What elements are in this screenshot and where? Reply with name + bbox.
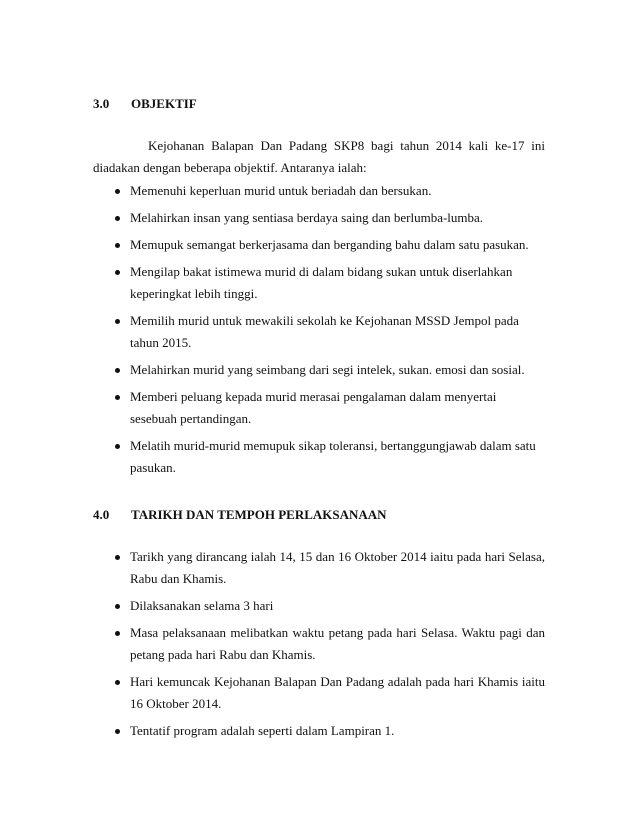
section-3-number: 3.0 [93, 96, 110, 111]
list-item: Melahirkan insan yang sentiasa berdaya saing dan berlumba-lumba. [0, 207, 638, 229]
bullet-icon [115, 319, 120, 324]
list-item: Memilih murid untuk mewakili sekolah ke Kejohanan MSSD Jempol pada tahun 2015. [0, 310, 638, 354]
section-4-title: TARIKH DAN TEMPOH PERLAKSANAAN [131, 507, 387, 522]
section-4-schedule-list [0, 546, 638, 747]
section-3-title: OBJEKTIF [131, 96, 197, 111]
list-item: Tentatif program adalah seperti dalam Lampiran 1. [0, 720, 638, 742]
bullet-icon [115, 368, 120, 373]
list-item: Dilaksanakan selama 3 hari [0, 595, 638, 617]
section-4-number: 4.0 [93, 507, 110, 522]
list-item: Melatih murid-murid memupuk sikap toleransi, bertanggungjawab dalam satu pasukan. [0, 435, 638, 479]
bullet-icon [115, 604, 120, 609]
bullet-icon [115, 395, 120, 400]
bullet-icon [115, 729, 120, 734]
bullet-icon [115, 444, 120, 449]
bullet-icon [115, 270, 120, 275]
list-item: Memberi peluang kepada murid merasai pengalaman dalam menyertai sesebuah pertandingan. [0, 386, 638, 430]
list-item: Tarikh yang dirancang ialah 14, 15 dan 16 Oktober 2014 iaitu pada hari Selasa, Rabu dan Khamis. [0, 546, 638, 590]
bullet-icon [115, 216, 120, 221]
list-item: Melahirkan murid yang seimbang dari segi intelek, sukan. emosi dan sosial. [0, 359, 638, 381]
bullet-icon [115, 555, 120, 560]
list-item: Mengilap bakat istimewa murid di dalam bidang sukan untuk diserlahkan keperingkat lebih tinggi. [0, 261, 638, 305]
list-item: Hari kemuncak Kejohanan Balapan Dan Padang adalah pada hari Khamis iaitu 16 Oktober 2014. [0, 671, 638, 715]
section-3-intro: Kejohanan Balapan Dan Padang SKP8 bagi tahun 2014 kali ke-17 ini diadakan dengan beberapa objektif. Antaranya ialah: [93, 138, 545, 175]
bullet-icon [115, 243, 120, 248]
list-item: Masa pelaksanaan melibatkan waktu petang pada hari Selasa. Waktu pagi dan petang pada hari Rabu dan Khamis. [0, 622, 638, 666]
section-3-objectives-list [0, 180, 638, 484]
list-item: Memupuk semangat berkerjasama dan berganding bahu dalam satu pasukan. [0, 234, 638, 256]
bullet-icon [115, 680, 120, 685]
bullet-icon [115, 189, 120, 194]
list-item: Memenuhi keperluan murid untuk beriadah dan bersukan. [0, 180, 638, 202]
bullet-icon [115, 631, 120, 636]
